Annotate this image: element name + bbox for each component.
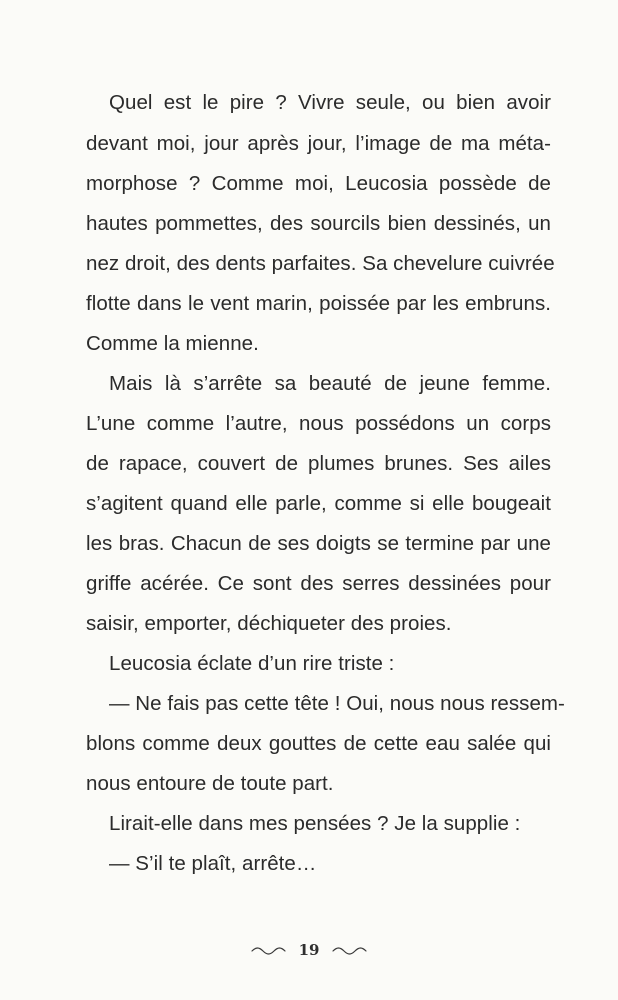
text-line: — Ne fais pas cette tête ! Oui, nous nous ressem-	[109, 692, 565, 715]
text-line: s’agitent quand elle parle, comme si elle bougeait	[86, 492, 551, 515]
text-line: Leucosia éclate d’un rire triste :	[109, 652, 395, 675]
text-line: nous entoure de toute part.	[86, 772, 334, 795]
text-line: Comme la mienne.	[86, 332, 259, 355]
text-line: flotte dans le vent marin, poissée par les embruns.	[86, 292, 551, 315]
text-line: morphose ? Comme moi, Leucosia possède de	[86, 172, 551, 195]
text-line: Lirait-elle dans mes pensées ? Je la supplie :	[109, 812, 521, 835]
text-line: — S’il te plaît, arrête…	[109, 852, 317, 875]
text-line: L’une comme l’autre, nous possédons un corps	[86, 412, 551, 435]
text-line: Quel est le pire ? Vivre seule, ou bien avoir	[109, 91, 551, 114]
right-wave-ornament-icon	[332, 945, 367, 955]
text-line: nez droit, des dents parfaites. Sa chevelure cuivrée	[86, 252, 555, 275]
text-line: griffe acérée. Ce sont des serres dessinées pour	[86, 572, 551, 595]
text-line: blons comme deux gouttes de cette eau salée qui	[86, 732, 551, 755]
text-line: Mais là s’arrête sa beauté de jeune femme.	[109, 372, 551, 395]
text-line: devant moi, jour après jour, l’image de ma méta-	[86, 132, 551, 155]
text-line: de rapace, couvert de plumes brunes. Ses ailes	[86, 452, 551, 475]
page-number: 19	[298, 941, 320, 959]
left-wave-ornament-icon	[251, 945, 286, 955]
page-footer	[0, 938, 618, 962]
text-line: saisir, emporter, déchiqueter des proies.	[86, 612, 452, 635]
text-line: hautes pommettes, des sourcils bien dessinés, un	[86, 212, 551, 235]
text-line: les bras. Chacun de ses doigts se termine par une	[86, 532, 551, 555]
